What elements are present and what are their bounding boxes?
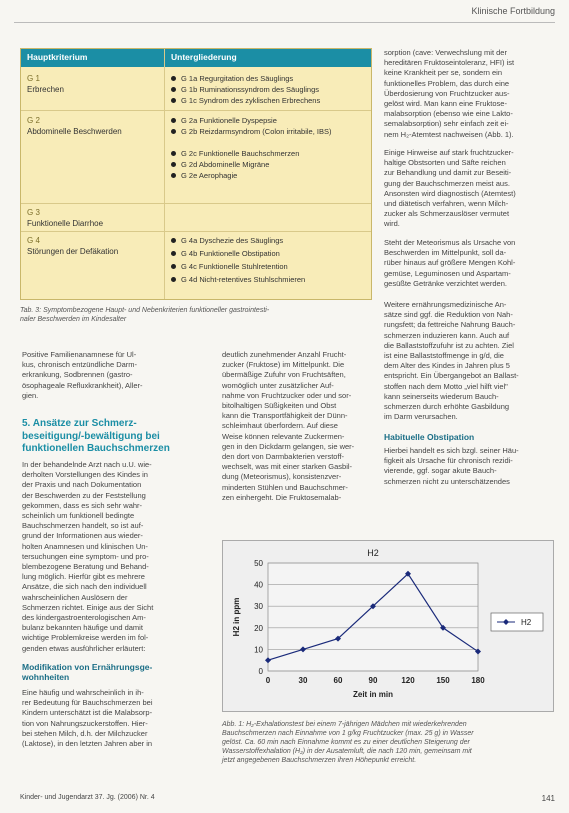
- list-item: G 2e Aerophagie: [171, 170, 366, 181]
- x-axis-label: Zeit in min: [353, 690, 393, 699]
- group-name: Abdominelle Beschwerden: [27, 127, 122, 136]
- group-4: [27, 235, 118, 257]
- sub-heading: Habituelle Obstipation: [384, 432, 475, 442]
- group-2: [27, 115, 122, 137]
- body-paragraph: deutlich zunehmender Anzahl Frucht- zucker (Fruktose) im Mittelpunkt. Die übermäßige Zufuhr von Fruchtsäften, womöglich unter zusätzlicher Auf- nahme von Fruchtzucker oder und sor- bitolhaltigen Süßigkeiten und Obst kann die Transportfähigkeit der Dünn- schleimhaut überfordern. Auf diese Weise können relevante Zuckermen- gen in den Dickdarm gelangen, sie wer- den dort von Darmbakterien verstoff- wechselt, was mit einer starken Gasbil- dung (Meteorismus), konsistenzver- minderten Stühlen und Bauchschmer- zen einhergeht. Die Fruktosemalab-: [222, 350, 355, 502]
- body-paragraph: Hierbei handelt es sich bzgl. seiner Häu- figkeit als Ursache für chronisch rezidi- vierende, ggf. sogar akute Bauch- schmerzen nicht zu unterschätzendes: [384, 446, 519, 486]
- list-item: G 2a Funktionelle Dyspepsie: [171, 115, 366, 126]
- x-tick-label: 60: [333, 676, 343, 685]
- sub-paragraph: Eine häufig und wahrscheinlich in ih- rer Bedeutung für Bauchschmerzen bei Kindern unterschätzt ist die Malabsorp- tion von Nahrungszuckerstoffen. Hier- bei stehen Milch, d.h. der Milchzucker (Laktose), in den letzten Jahren aber in: [22, 688, 153, 749]
- journal-footer: Kinder- und Jugendarzt 37. Jg. (2006) Nr. 4: [20, 794, 155, 801]
- y-tick-label: 0: [258, 667, 263, 676]
- list-item: G 1a Regurgitation des Säuglings: [171, 73, 366, 84]
- section-header: Klinische Fortbildung: [471, 6, 555, 16]
- y-tick-label: 30: [254, 602, 263, 612]
- section-heading: 5. Ansätze zur Schmerz- beseitigung/-bewältigung bei funktionellen Bauchschmerzen: [22, 418, 170, 454]
- list-item: G 2b Reizdarmsyndrom (Colon irritabile, IBS): [171, 126, 366, 137]
- list-item: G 4a Dyschezie des Säuglings: [171, 235, 366, 246]
- table-header-col2: Untergliederung: [171, 52, 237, 62]
- list-item: G 2d Abdominelle Migräne: [171, 159, 366, 170]
- column-divider: [164, 49, 165, 299]
- body-paragraph: Einige Hinweise auf stark fruchtzucker- haltige Obstsorten und Säfte reichen zur Behandlung und damit zur Beseiti- gung der Bauchschmerzen meist aus. Ansonsten wird diagnostisch (Atemtest) und diätetisch verfahren, wenn Milch- zucker als Schmerzauslöser vermutet wird.: [384, 148, 516, 229]
- body-paragraph: sorption (cave: Verwechslung mit der hereditären Fruktoseintoleranz, HFI) ist keine Krankheit per se, sondern ein funktionelles Problem, das durch eine Überdosierung von Fruchtzucker aus- gelöst wird. Man kann eine Fruktose- malabsorption (ebenso wie eine Lakto- semalabsorption) sehr einfach zeit ei- nem H₂-Atemtest nachweisen (Abb. 1).: [384, 48, 515, 139]
- group-code: G 2: [27, 116, 40, 125]
- x-tick-label: 120: [401, 676, 415, 685]
- row-divider: [21, 203, 371, 204]
- figure-caption: Abb. 1: H₂-Exhalationstest bei einem 7-jährigen Mädchen mit wiederkehrenden Bauchschmerzen nach Einnahme von 1 g/kg Fruchtzucker (max. 25 g) in Wasser gelöst. Ca. 60 min nach Einnahme kommt es zu einer deutlichen Steigerung der Wasserstoffexhalation (H₂) in der Ausatemluft, die nach 120 min, gemeinsam mit jetzt angegebenen Bauchschmerzen ihren Höhepunkt erreicht.: [222, 721, 474, 764]
- list-item: G 4d Nicht-retentives Stuhlschmieren: [171, 274, 366, 285]
- group-name: Störungen der Defäkation: [27, 247, 119, 256]
- y-tick-label: 20: [254, 623, 263, 633]
- plot-area: [268, 563, 478, 671]
- list-item: G 2c Funktionelle Bauchschmerzen: [171, 148, 366, 159]
- y-tick-label: 50: [254, 559, 263, 568]
- x-tick-label: 180: [471, 676, 485, 685]
- h2-breath-test-chart: [222, 540, 554, 712]
- sub-heading: Modifikation von Ernährungsge- wohnheiten: [22, 662, 153, 682]
- table-caption: Tab. 3: Symptombezogene Haupt- und Nebenkriterien funktioneller gastrointesti- naler Beschwerden im Kindesalter: [20, 307, 270, 323]
- group-3: [27, 207, 103, 229]
- chart-title: H2: [367, 548, 379, 558]
- y-tick-label: 10: [254, 645, 263, 655]
- y-axis-label: H2 in ppm: [232, 597, 241, 637]
- bullet-paragraph: Positive Familienanamnese für Ul- kus, chronisch entzündliche Darm- erkrankung, Sodbrennen (gastro- ösophageale Refluxkrankheit), Aller- gien.: [22, 350, 143, 400]
- criteria-table: [20, 48, 372, 300]
- list-item: G 4c Funktionelle Stuhlretention: [171, 261, 366, 272]
- table-header-col1: Hauptkriterium: [27, 52, 88, 62]
- x-tick-label: 30: [298, 676, 308, 685]
- group-code: G 1: [27, 74, 40, 83]
- table-header: [21, 49, 371, 67]
- group-code: G 3: [27, 208, 40, 217]
- body-paragraph: Weitere ernährungsmedizinische An- sätze sind ggf. die Reduktion von Nah- rungsfett; da fettreiche Nahrung Bauch- schmerzen induzieren kann. Auch auf die Ballaststoffzufuhr ist zu achten. Ziel ist eine Ballaststoffmenge in g/d, die dem Alter des Kindes in Jahren plus 5 entspricht. Ein Übergangebot an Ballast- stoffen nach dem Motto „viel hilft viel" kann seinerseits wiederum Bauch- schmerzen durch erhöhte Gasbildung im Darm verursachen.: [384, 300, 519, 422]
- legend-label: H2: [521, 618, 532, 627]
- group-name: Funktionelle Diarrhoe: [27, 219, 104, 228]
- x-tick-label: 0: [265, 676, 271, 685]
- chart-svg: [223, 541, 553, 711]
- list-item: G 1c Syndrom des zyklischen Erbrechens: [171, 95, 366, 106]
- group-name: Erbrechen: [27, 85, 64, 94]
- y-tick-label: 40: [254, 580, 263, 590]
- row-divider: [21, 231, 371, 232]
- row-divider: [21, 110, 371, 111]
- group-1: [27, 73, 64, 95]
- body-paragraph: In der behandelnde Arzt nach u.U. wie- derholten Vorstellungen des Kindes in der Praxis und nach Dokumentation der Beschwerden zu der Feststellung gekommen, dass es sich sehr wahr- scheinlich um funktionell bedingte Bauchschmerzen handelt, so ist auf- grund der Informationen aus wieder- holten Anamnesen und klinischen Un- tersuchungen eine symptom- und pro- blembezogene Beratung und Behand- lung möglich. Hierfür gibt es mehrere Ansätze, die sich nach den individuell wahrscheinlichen Auslösern der Schmerzen richtet. Einige aus der Sicht des kindergastroenterologischen Am- bulanz bekannten häufige und damit wichtige Problemkreise werden im fol- genden etwas ausführlicher erläutert:: [22, 460, 154, 653]
- page-number: 141: [541, 794, 555, 803]
- group-code: G 4: [27, 236, 40, 245]
- list-item: G 4b Funktionelle Obstipation: [171, 248, 366, 259]
- x-tick-label: 90: [368, 676, 378, 685]
- body-paragraph: Steht der Meteorismus als Ursache von Beschwerden im Mittelpunkt, soll da- rüber hinaus auf größere Mengen Kohl- gemüse, Leguminosen und Aspartam- gesüßte Getränke verzichtet werden.: [384, 238, 516, 288]
- list-item: G 1b Ruminationssyndrom des Säuglings: [171, 84, 366, 95]
- header-rule: [14, 22, 555, 23]
- x-tick-label: 150: [436, 676, 450, 685]
